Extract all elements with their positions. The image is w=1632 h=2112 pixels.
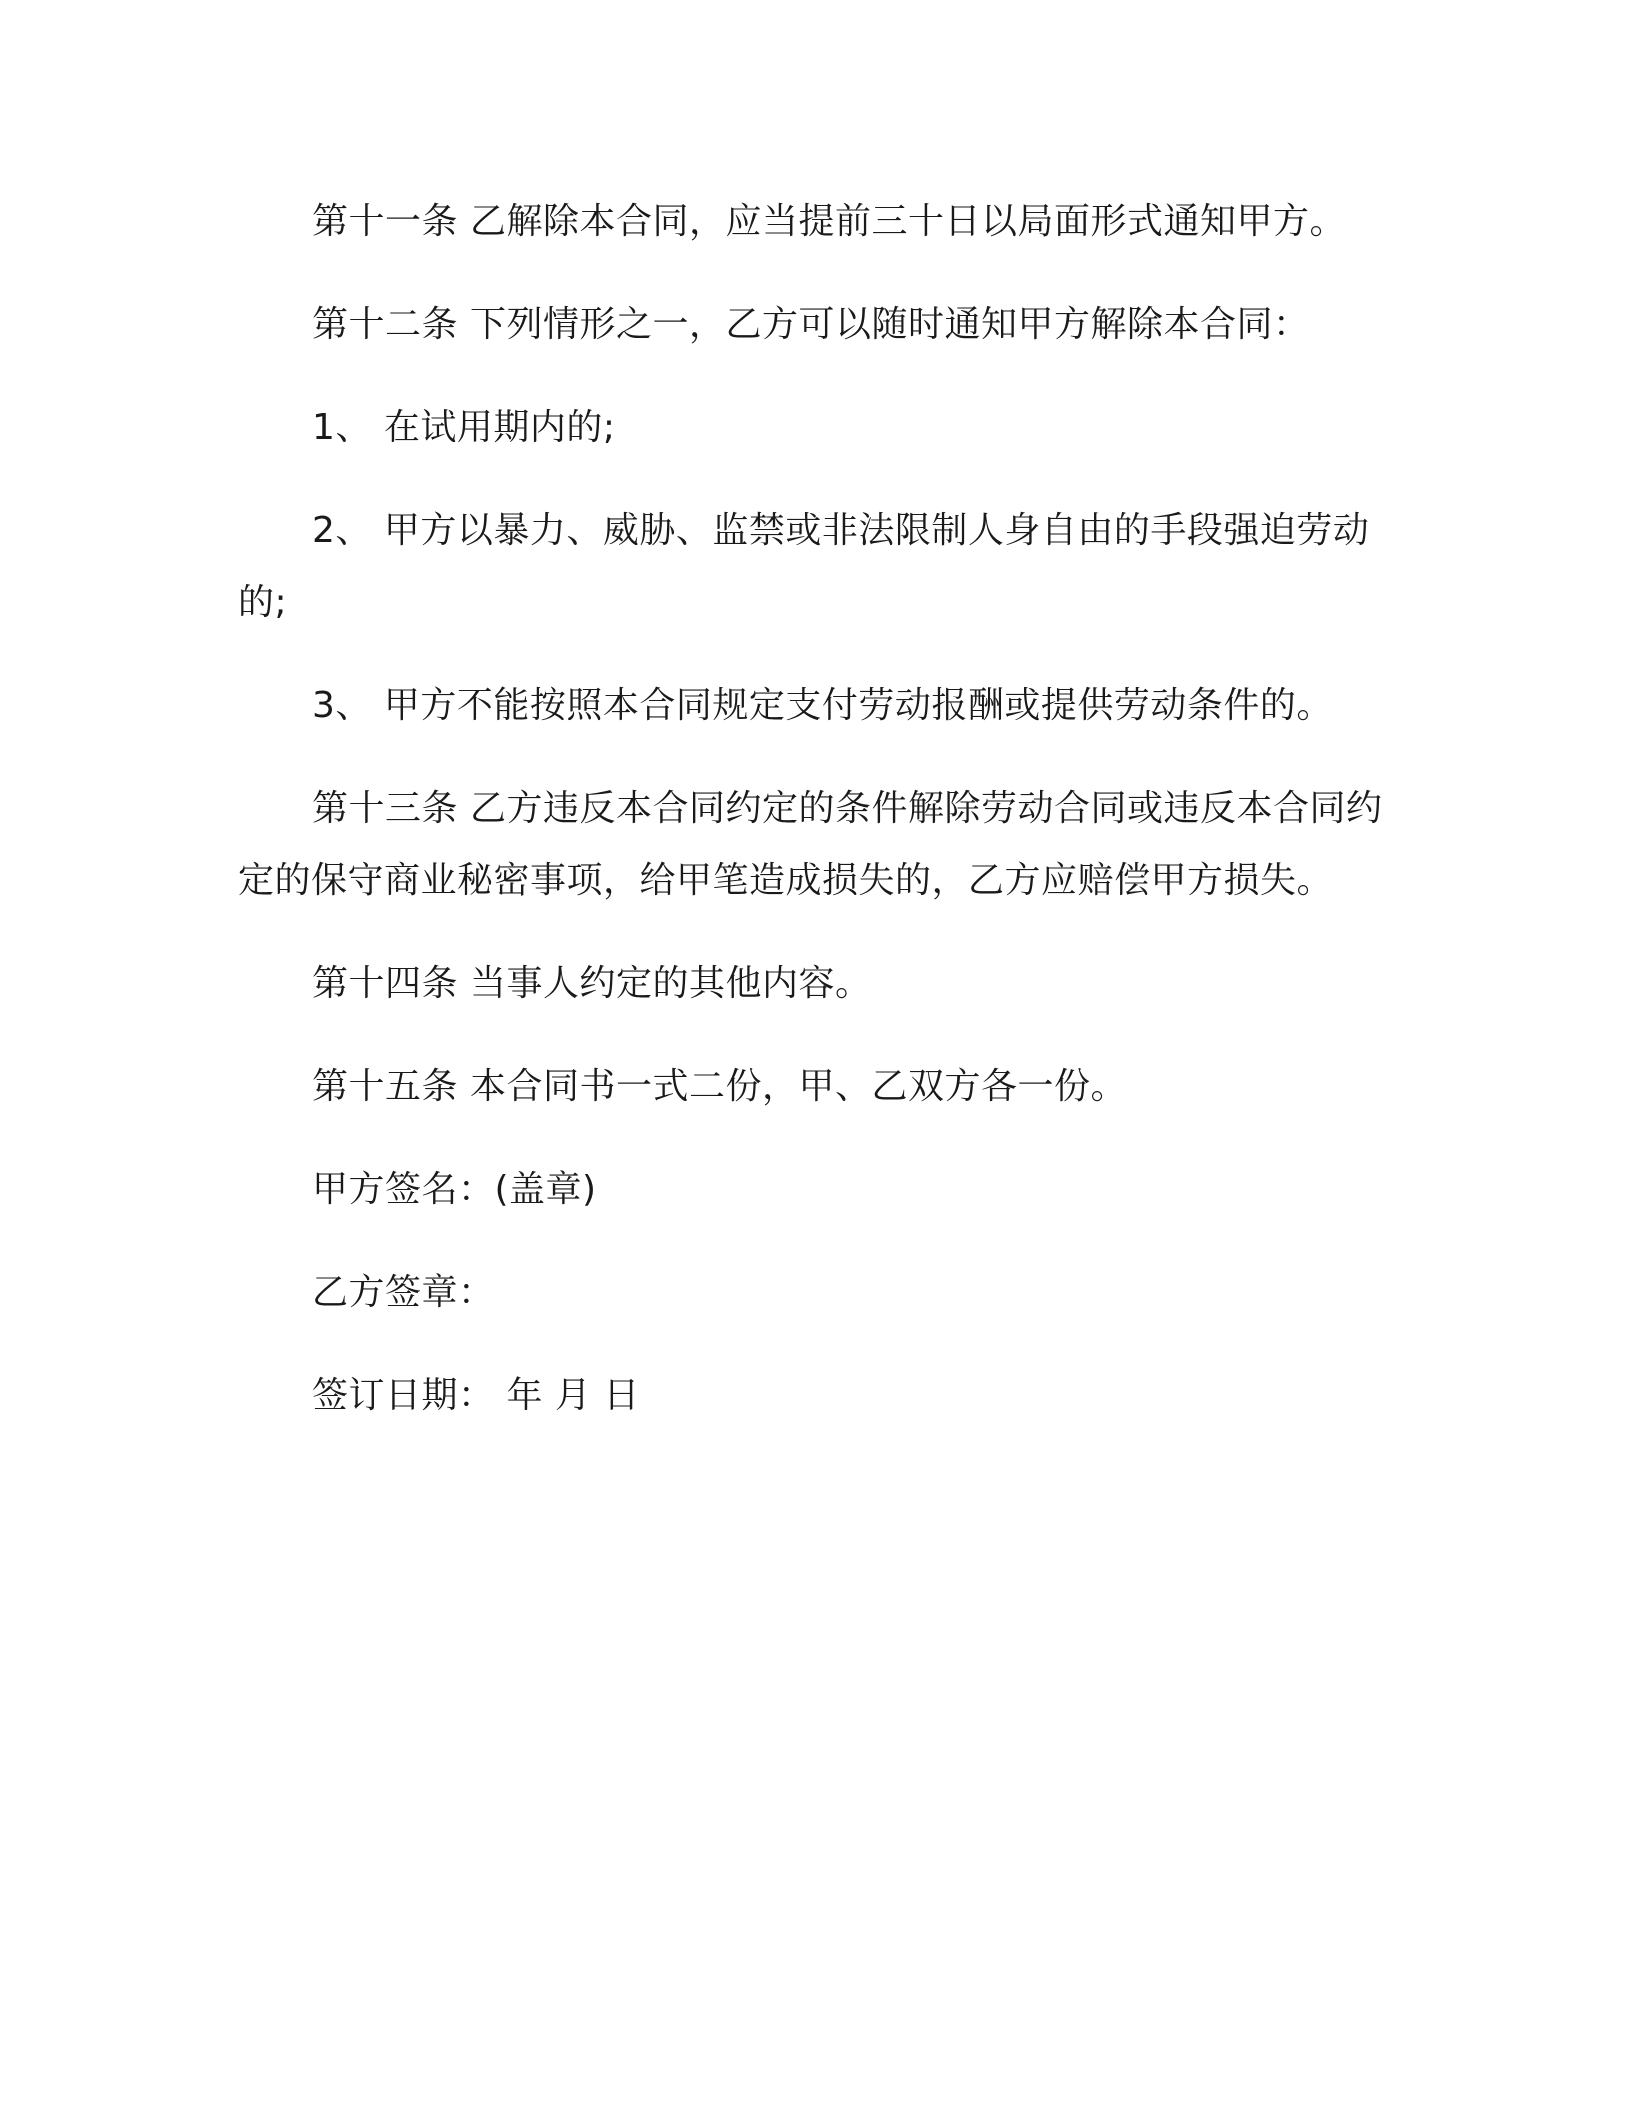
article-14: 第十四条 当事人约定的其他内容。 [312,963,872,1004]
article-13: 第十三条 乙方违反本合同约定的条件解除劳动合同或违反本合同约定的保守商业秘密事项，给甲笔造成损失的，乙方应赔偿甲方损失。 [238,788,1383,901]
article-12-item-2: 2、 甲方以暴力、威胁、监禁或非法限制人身自由的手段强迫劳动的; [238,510,1370,623]
article-15: 第十五条 本合同书一式二份，甲、乙双方各一份。 [312,1066,1127,1107]
document-body [238,186,1388,1463]
article-12-item-1: 1、 在试用期内的; [312,407,616,448]
party-b-signature: 乙方签章： [312,1272,495,1313]
article-12-item-3: 3、 甲方不能按照本合同规定支付劳动报酬或提供劳动条件的。 [312,685,1333,726]
article-11: 第十一条 乙解除本合同，应当提前三十日以局面形式通知甲方。 [312,201,1346,242]
article-12: 第十二条 下列情形之一，乙方可以随时通知甲方解除本合同： [312,304,1310,345]
party-a-signature: 甲方签名：(盖章) [312,1169,597,1210]
signing-date: 签订日期： 年 月 日 [312,1375,640,1416]
